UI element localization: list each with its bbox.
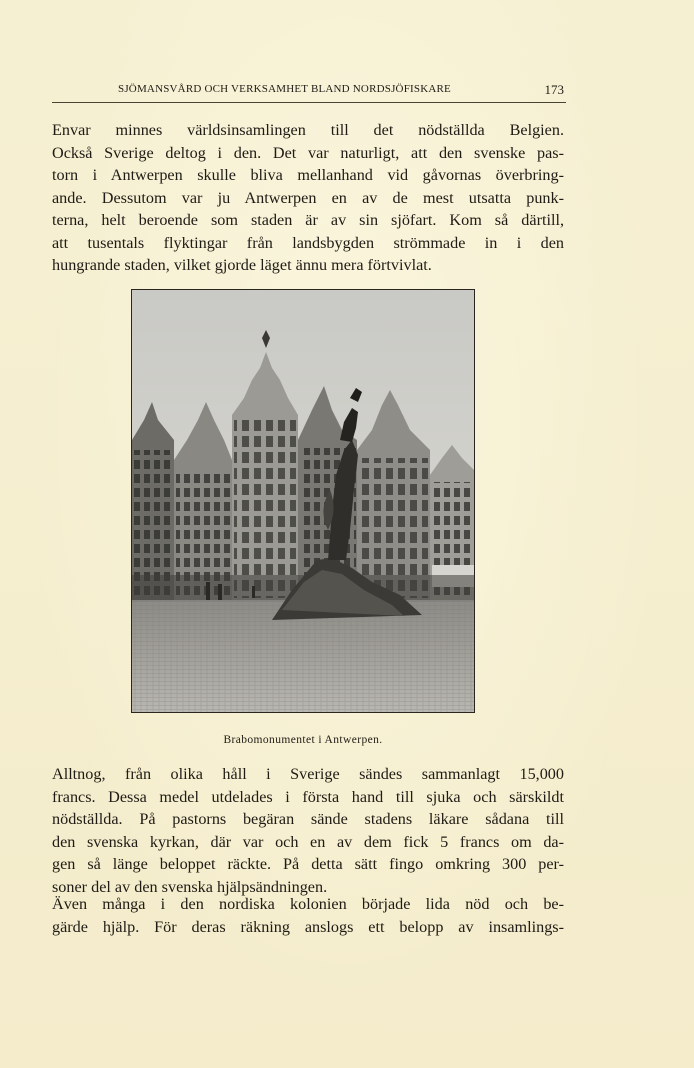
photo-brabo-monument (131, 289, 475, 713)
paragraph-line: nödställda. På pastorns begäran sände stadens läkare sådana till (52, 810, 564, 828)
paragraph-line: francs. Dessa medel utdelades i första hand till sjuka och särskildt (52, 787, 564, 806)
paragraph-line: gen så länge beloppet räckte. På detta sätt fingo omkring 300 per- (52, 855, 564, 873)
paragraph-line: den svenska kyrkan, där var och en av dem fick 5 francs om da- (52, 832, 564, 851)
header-rule (52, 102, 566, 103)
paragraph-1 (52, 119, 564, 277)
paragraph-line: soner del av den svenska hjälpsändningen. (52, 877, 328, 896)
figure-caption: Brabomonumentet i Antwerpen. (223, 734, 383, 746)
paragraph-line: hungrande staden, vilket gjorde läget ännu mera förtvivlat. (52, 256, 432, 274)
photo-illustration (132, 290, 474, 712)
paragraph-line: terna, helt beroende som staden är av sin sjöfart. Kom så därtill, (52, 211, 564, 229)
paragraph-2 (52, 763, 564, 898)
paragraph-line: Envar minnes världsinsamlingen till det nödställda Belgien. (52, 121, 564, 139)
paragraph-line: att tusentals flyktingar från landsbygden strömmade in i den (52, 233, 564, 252)
paragraph-line: Alltnog, från olika håll i Sverige sändes sammanlagt 15,000 (52, 765, 564, 783)
paragraph-line: ande. Dessutom var ju Antwerpen en av de mest utsatta punk- (52, 188, 564, 207)
paragraph-line: Även många i den nordiska kolonien började lida nöd och be- (52, 895, 564, 913)
paragraph-3 (52, 893, 564, 938)
page-number: 173 (544, 82, 564, 97)
paragraph-line: gärde hjälp. För deras räkning anslogs ett belopp av insamlings- (52, 917, 564, 936)
paragraph-line: torn i Antwerpen skulle bliva mellanhand vid gåvornas överbring- (52, 166, 564, 184)
running-title: SJÖMANSVÅRD OCH VERKSAMHET BLAND NORDSJÖFISKARE (118, 83, 451, 95)
paragraph-line: Också Sverige deltog i den. Det var naturligt, att den svenske pas- (52, 143, 564, 162)
page-header (52, 82, 566, 102)
